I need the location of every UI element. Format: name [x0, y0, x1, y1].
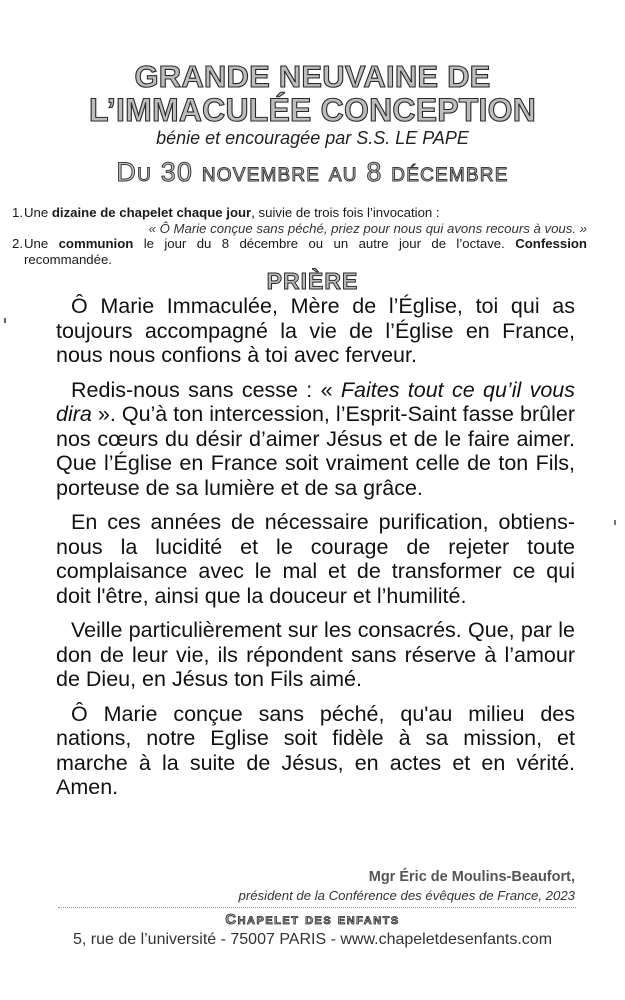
page-title-line-2: L’IMMACULÉE CONCEPTION: [88, 92, 537, 128]
instruction-text: , suivie de trois fois l’invocation :: [251, 205, 440, 220]
prayer-paragraph: Ô Marie conçue sans péché, qu'au milieu des nations, notre Eglise soit fidèle à sa mission, et marche à la suite de Jésus, en actes et en vérité. Amen.: [56, 701, 575, 799]
divider: [58, 907, 576, 908]
instruction-text: Une: [24, 236, 59, 251]
date-range: Du 30 novembre au 8 décembre: [116, 157, 509, 187]
scan-mark: [614, 520, 616, 525]
instruction-text: le jour du 8 décembre ou un autre jour de l’octave.: [133, 236, 516, 251]
instruction-item: [12, 205, 587, 236]
subtitle: bénie et encouragée par S.S. LE PAPE: [156, 128, 469, 148]
prayer-quote: Faites tout ce qu’il vous dira: [56, 377, 575, 426]
item-number: 2.: [12, 236, 23, 251]
prayer-body: [56, 294, 575, 810]
instruction-text: recommandée.: [24, 251, 112, 267]
instruction-item: [12, 236, 587, 267]
prayer-paragraph: En ces années de nécessaire purification, obtiens-nous la lucidité et le courage de rejeter toute complaisance avec le mal et de transformer ce qui doit l'être, ainsi que la douceur et l’humilité.: [56, 510, 575, 608]
instruction-emphasis: Confession: [515, 236, 587, 251]
page-title-line-1: GRANDE NEUVAINE DE: [134, 59, 491, 94]
prayer-text: Redis-nous sans cesse : «: [71, 377, 341, 402]
author-name: Mgr Éric de Moulins-Beaufort,: [368, 869, 575, 885]
prayer-heading: PRIÈRE: [266, 268, 359, 294]
item-number: 1.: [12, 205, 23, 220]
prayer-text: ». Qu’à ton intercession, l’Esprit-Saint fasse brûler nos cœurs du désir d’aimer Jésus et de le faire aimer. Que l’Église en France soit vraiment celle de ton Fils, porteuse de sa lumière et de sa grâce.: [56, 402, 575, 500]
organization-name: Chapelet des enfants: [225, 911, 400, 928]
author-role: président de la Conférence des évêques de France, 2023: [238, 888, 575, 903]
instruction-emphasis: communion: [58, 236, 134, 251]
prayer-paragraph: [56, 378, 575, 501]
prayer-paragraph: Ô Marie Immaculée, Mère de l’Église, toi qui as toujours accompagné la vie de l’Église en France, nous nous confions à toi avec ferveur.: [56, 294, 575, 367]
instructions-list: [12, 205, 587, 267]
instruction-text: Une: [24, 205, 52, 220]
instruction-emphasis: dizaine de chapelet chaque jour: [51, 205, 252, 220]
scan-mark: [4, 318, 6, 323]
invocation-text: « Ô Marie conçue sans péché, priez pour nous qui avons recours à vous. »: [148, 220, 587, 236]
prayer-paragraph: Veille particulièrement sur les consacrés. Que, par le don de leur vie, ils répondent sans réserve à l’amour de Dieu, en Jésus ton Fils aimé.: [56, 618, 575, 691]
organization-address: 5, rue de l’université - 75007 PARIS - www.chapeletdesenfants.com: [72, 931, 553, 948]
